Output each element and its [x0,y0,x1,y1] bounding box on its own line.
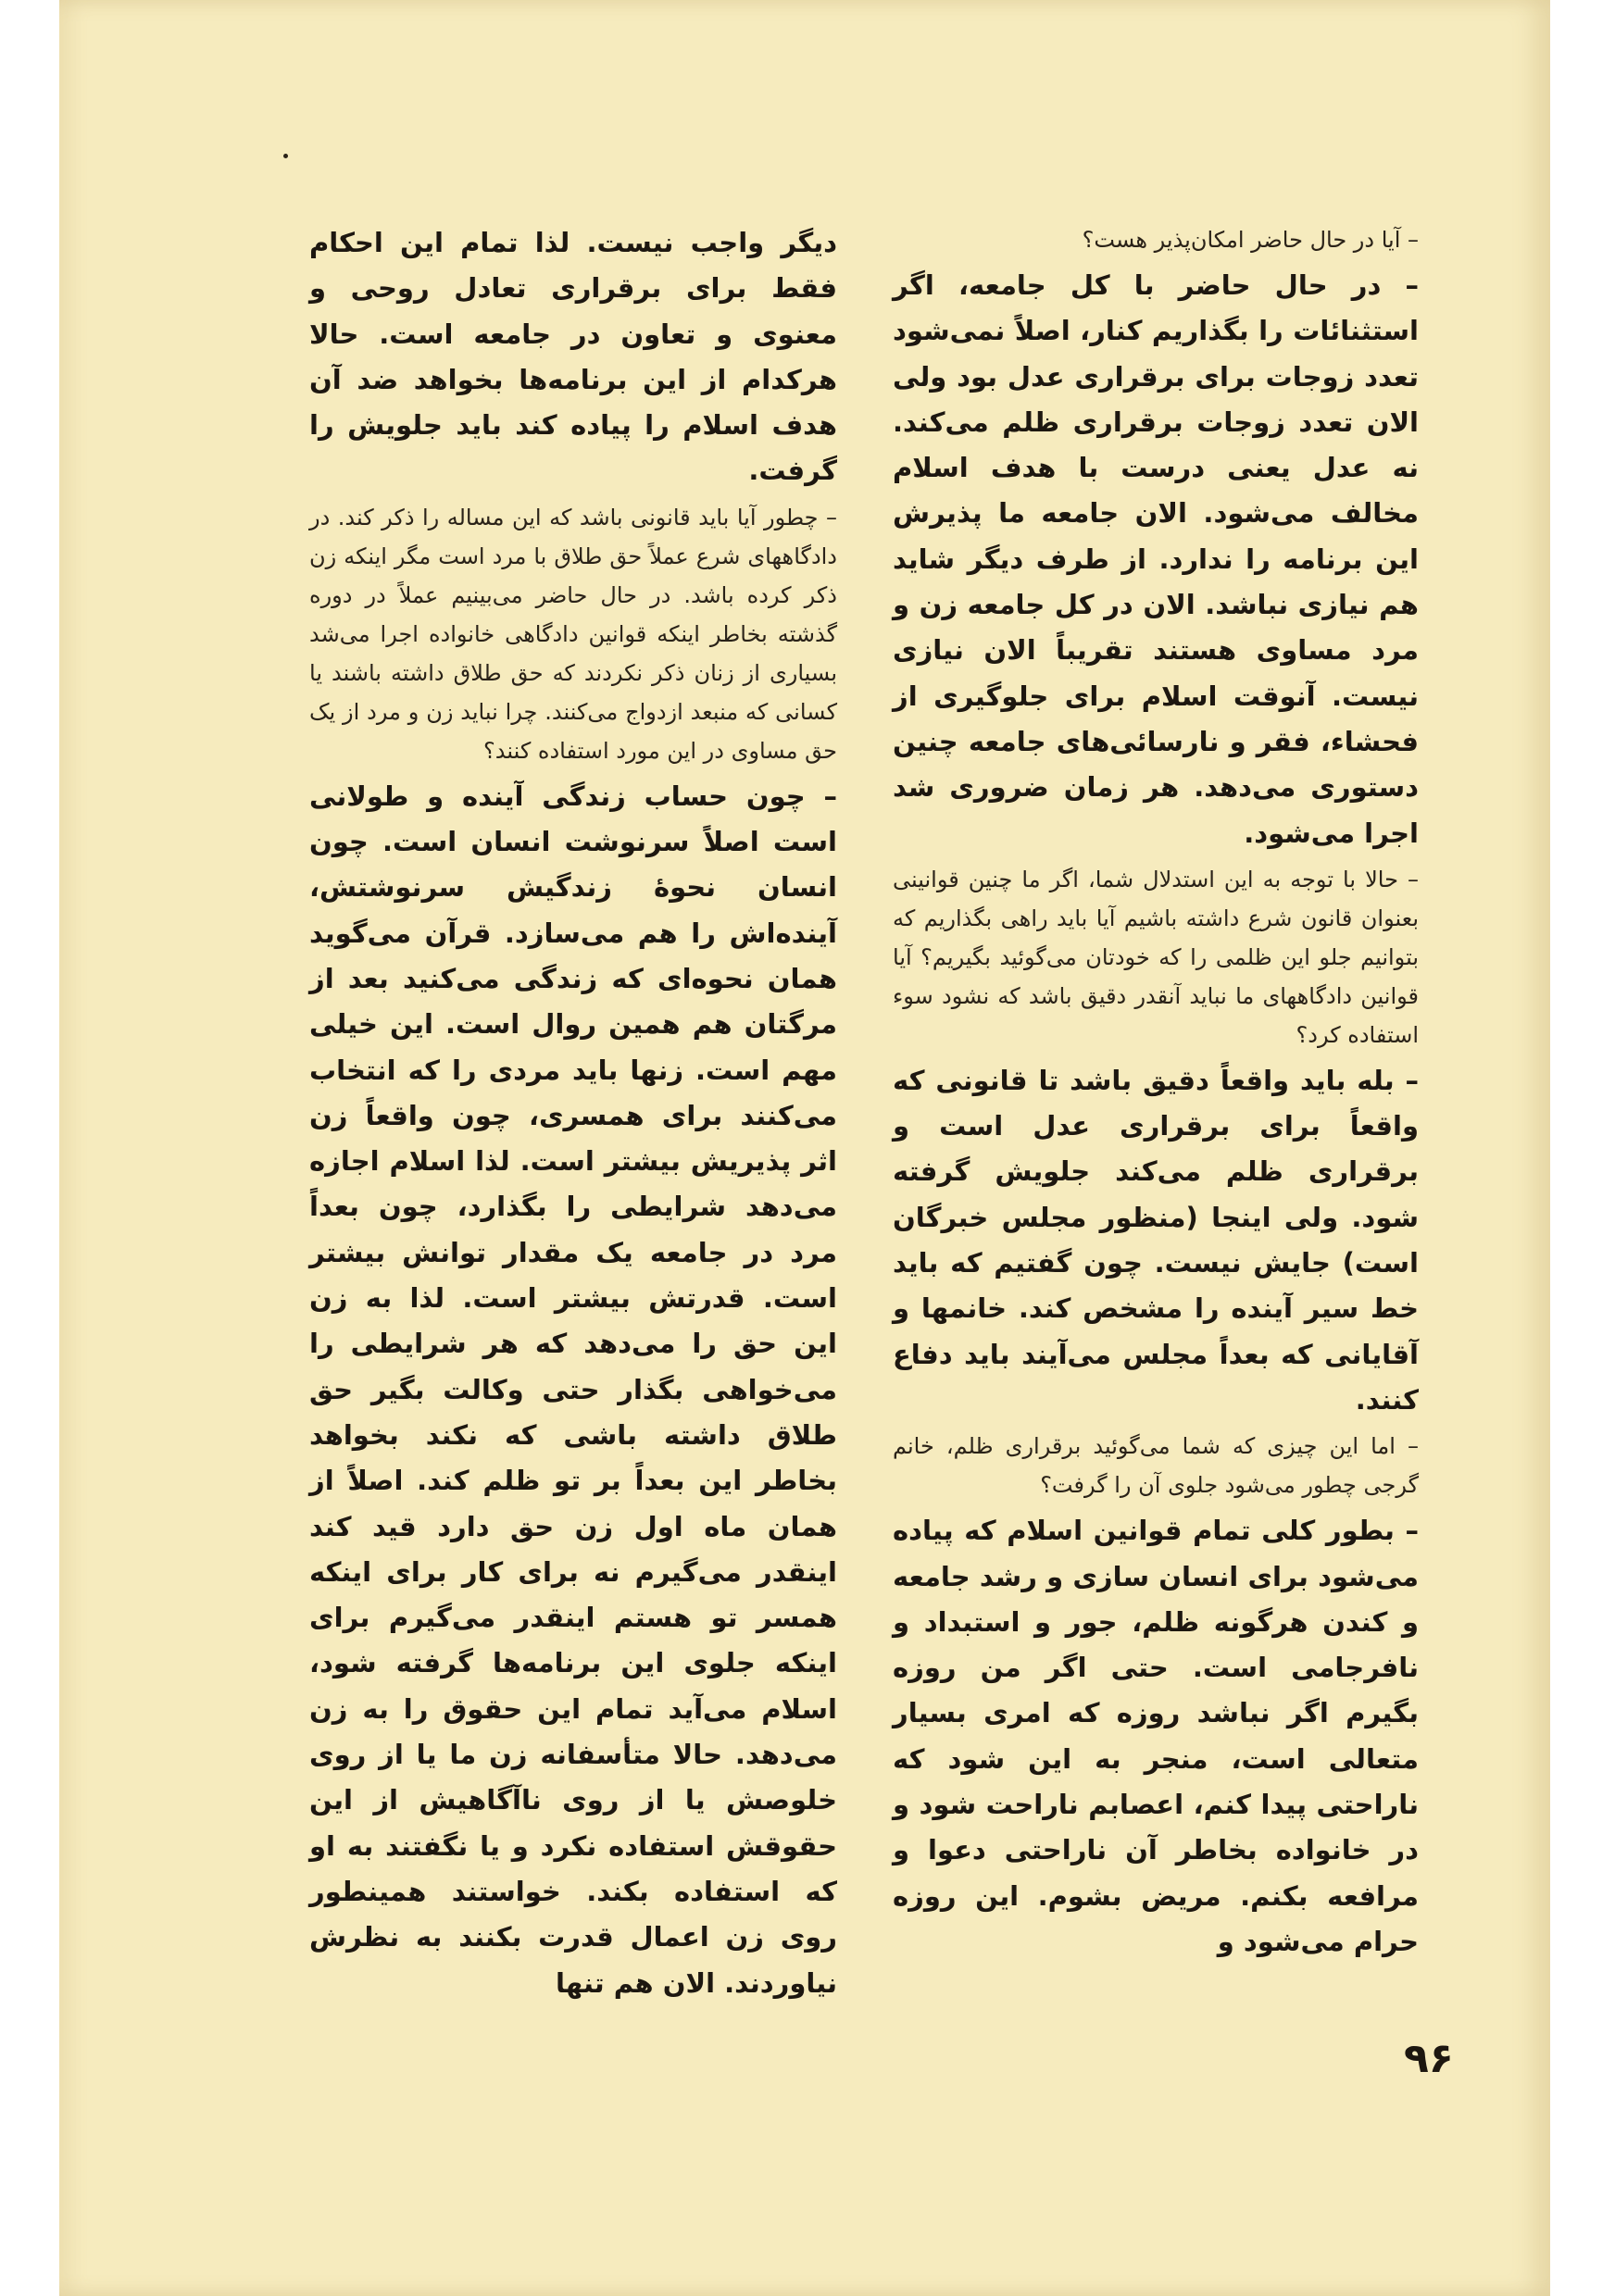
question-paragraph: – چطور آیا باید قانونی باشد که این مساله را ذکر کند. در دادگاههای شرع عملاً حق طلاق با مرد است مگر اینکه زن ذکر کرده باشد. در حال حاضر می‌بینیم عملاً در دوره گذشته بخاطر اینکه قوانین دادگاهی خانواده اجرا می‌شد بسیاری از زنان ذکر نکردند که حق طلاق داشته باشند یا کسانی که منبعد ازدواج می‌کنند. چرا نباید زن و مرد از یک حق مساوی در این مورد استفاده کنند؟ [309,504,837,764]
answer-paragraph: – بطور کلی تمام قوانین اسلام که پیاده می‌شود برای انسان سازی و رشد جامعه و کندن هرگونه ظلم، جور و استبداد و نافرجامی است. حتی اگر من روزه بگیرم اگر نباشد روزه که امری بسیار متعالی است، منجر به این شود که ناراحتی پیدا کنم، اعصابم ناراحت شود و در خانواده بخاطر آن ناراحتی دعوا و مرافعه بکنم. مریض بشوم. این روزه حرام می‌شود و [893,1515,1419,1957]
right-column [893,220,1419,1968]
left-column [309,220,837,2010]
question-paragraph: – حالا با توجه به این استدلال شما، اگر ما چنین قوانینی بعنوان قانون شرع داشته باشیم آیا باید راهی بگذاریم که بتوانیم جلو این ظلمی را که خودتان می‌گوئید بگیریم؟ آیا قوانین دادگاههای ما نباید آنقدر دقیق باشد که نشود سوء استفاده کرد؟ [893,866,1419,1048]
question-paragraph: – اما این چیزی که شما می‌گوئید برقراری ظلم، خانم گرجی چطور می‌شود جلوی آن را گرفت؟ [893,1433,1419,1499]
answer-paragraph: – در حال حاضر با کل جامعه، اگر استثنائات را بگذاریم کنار، اصلاً نمی‌شود تعدد زوجات برای برقراری عدل بود ولی الان تعدد زوجات برقراری ظلم می‌کند. نه عدل یعنی درست با هدف اسلام مخالف می‌شود. الان جامعه ما پذیرش این برنامه را ندارد. از طرف دیگر شاید هم نیازی نباشد. الان در کل جامعه زن و مرد مساوی هستند تقریباً الان نیازی نیست. آنوقت اسلام برای جلوگیری از فحشاء، فقر و نارسائی‌های جامعه چنین دستوری می‌دهد. هر زمان ضروری شد اجرا می‌شود. [893,269,1419,849]
magazine-page [59,0,1550,2296]
ink-speck [283,154,288,158]
answer-paragraph: – بله باید واقعاً دقیق باشد تا قانونی که واقعاً برای برقراری عدل است و برقراری ظلم می‌کند جلویش گرفته شود. ولی اینجا (منظور مجلس خبرگان است) جایش نیست. چون گفتیم که باید خط سیر آینده را مشخص کند. خانمها و آقایانی که بعداً مجلس می‌آیند باید دفاع کنند. [893,1064,1419,1416]
answer-paragraph: – چون حساب زندگی آینده و طولانی است اصلاً سرنوشت انسان است. چون انسان نحوهٔ زندگیش سرنوشتش، آینده‌اش را هم می‌سازد. قرآن می‌گوید همان نحوه‌ای که زندگی می‌کنید بعد از مرگتان هم همین روال است. این خیلی مهم است. زنها باید مردی را که انتخاب می‌کنند برای همسری، چون واقعاً زن اثر پذیریش بیشتر است. لذا اسلام اجازه می‌دهد شرایطی را بگذارد، چون بعداً مرد در جامعه یک مقدار توانش بیشتر است. قدرتش بیشتر است. لذا به زن این حق را می‌دهد که هر شرایطی را می‌خواهی بگذار حتی وکالت بگیر حق طلاق داشته باشی که نکند بخواهد بخاطر این بعداً بر تو ظلم کند. اصلاً از همان ماه اول زن حق دارد قید کند اینقدر می‌گیرم نه برای کار برای اینکه همسر تو هستم اینقدر می‌گیرم برای اینکه جلوی این برنامه‌ها گرفته شود، اسلام می‌آید تمام این حقوق را به زن می‌دهد. حالا متأسفانه زن ما یا از روی خلوصش یا از روی ناآگاهیش از این حقوقش استفاده نکرد و یا نگفتند به او که استفاده بکند. خواستند همینطور روی زن اعمال قدرت بکنند به نظرش نیاوردند. الان هم تنها [309,780,837,1999]
answer-paragraph: دیگر واجب نیست. لذا تمام این احکام فقط برای برقراری تعادل روحی و معنوی و تعاون در جامعه است. حالا هرکدام از این برنامه‌ها بخواهد ضد آن هدف اسلام را پیاده کند باید جلویش را گرفت. [309,227,837,487]
page-number: ۹۶ [1404,2035,1454,2082]
question-paragraph: – آیا در حال حاضر امکان‌پذیر هست؟ [1082,227,1419,253]
